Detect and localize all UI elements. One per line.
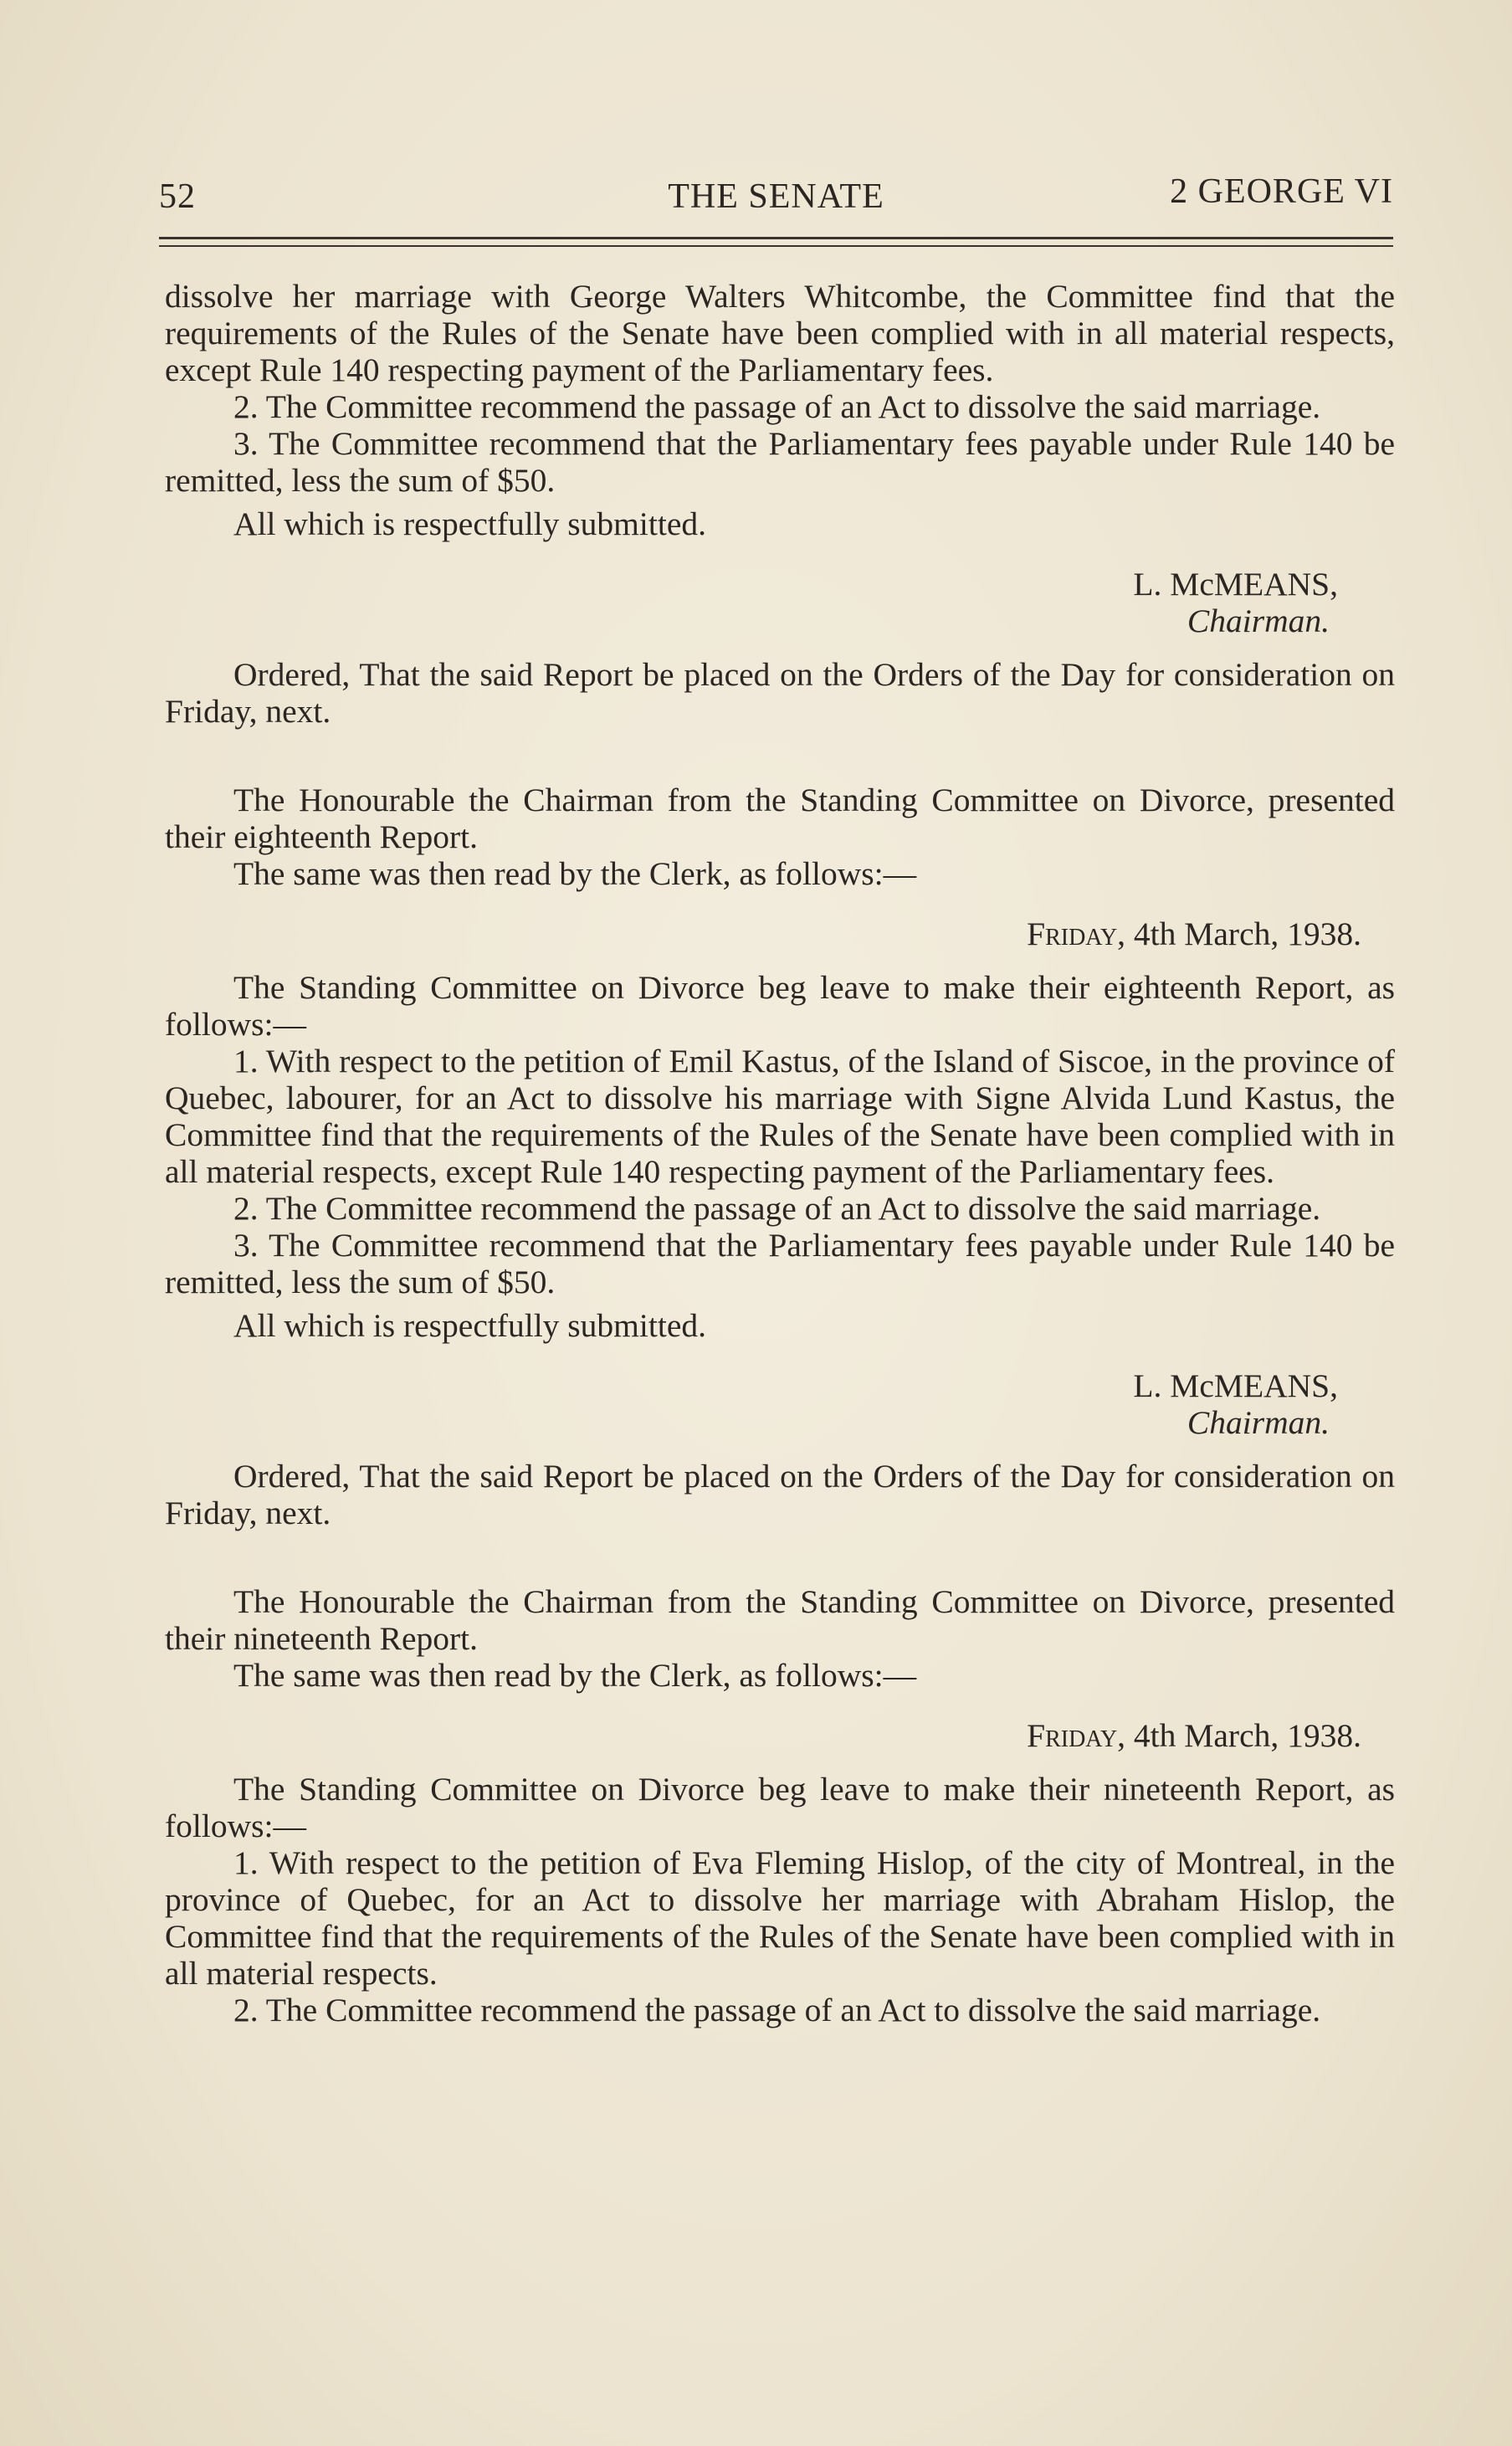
running-head: [159, 172, 1393, 222]
page-body: [165, 278, 1395, 2028]
paragraph-submitted: All which is respectfully submitted.: [233, 505, 706, 542]
paragraph-item-2: 2. The Committee recommend the passage of an Act to dissolve the said marriage.: [233, 1190, 1321, 1227]
order-paragraph: Ordered, That the said Report be placed on the Orders of the Day for consideration on Friday, next.: [165, 656, 1395, 730]
signature-name: L. McMEANS,: [1133, 1367, 1338, 1404]
signature-title: Chairman.: [1187, 1404, 1330, 1441]
page-number: 52: [159, 177, 196, 216]
paragraph-item-1: 1. With respect to the petition of Emil Kastus, of the Island of Siscoe, in the province of Quebec, labourer, for an Act to dissolve his marriage with Signe Alvida Lund Kastus, the Committee find that the requirements of the Rules of the Senate have been complied with in all material respects, except Rule 140 respecting payment of the Parliamentary fees.: [165, 1043, 1395, 1190]
paragraph-item-3: 3. The Committee recommend that the Parliamentary fees payable under Rule 140 be remitted, less the sum of $50.: [165, 425, 1395, 499]
report-preamble: The Standing Committee on Divorce beg leave to make their eighteenth Report, as follows:—: [165, 969, 1395, 1043]
report-date: [165, 1717, 1395, 1754]
paragraph-submitted: All which is respectfully submitted.: [233, 1307, 706, 1344]
date-weekday: Friday: [1027, 915, 1118, 952]
paragraph-item-3: 3. The Committee recommend that the Parliamentary fees payable under Rule 140 be remitted, less the sum of $50.: [165, 1227, 1395, 1300]
regnal-year: 2 GEORGE VI: [1170, 172, 1393, 211]
order-paragraph: Ordered, That the said Report be placed on the Orders of the Day for consideration on Friday, next.: [165, 1458, 1395, 1531]
paragraph-item-2: 2. The Committee recommend the passage of an Act to dissolve the said marriage.: [233, 388, 1321, 425]
date-rest: , 4th March, 1938.: [1117, 1717, 1361, 1754]
report-intro: The Honourable the Chairman from the Standing Committee on Divorce, presented their eighteenth Report.: [165, 782, 1395, 855]
signature-name: L. McMEANS,: [1133, 566, 1338, 603]
paragraph-item-2: 2. The Committee recommend the passage of an Act to dissolve the said marriage.: [233, 1992, 1321, 2028]
paragraph-item-1: 1. With respect to the petition of Eva Fleming Hislop, of the city of Montreal, in the province of Quebec, for an Act to dissolve her marriage with Abraham Hislop, the Committee find that the requirements of the Rules of the Senate have been complied with in all material respects.: [165, 1844, 1395, 1992]
report-date: [165, 915, 1395, 952]
header-rule-top: [159, 237, 1393, 239]
date-weekday: Friday: [1027, 1717, 1118, 1754]
report-preamble: The Standing Committee on Divorce beg leave to make their nineteenth Report, as follows:—: [165, 1771, 1395, 1844]
report-read-line: The same was then read by the Clerk, as follows:—: [233, 855, 917, 892]
paragraph-continued: dissolve her marriage with George Walters Whitcombe, the Committee find that the requirements of the Rules of the Senate have been complied with in all material respects, except Rule 140 respecting payment of the Parliamentary fees.: [165, 278, 1395, 388]
date-rest: , 4th March, 1938.: [1117, 915, 1361, 952]
header-rule-bottom: [159, 245, 1393, 247]
report-intro: The Honourable the Chairman from the Standing Committee on Divorce, presented their nineteenth Report.: [165, 1583, 1395, 1657]
report-read-line: The same was then read by the Clerk, as follows:—: [233, 1657, 917, 1694]
signature-title: Chairman.: [1187, 603, 1330, 639]
running-title: THE SENATE: [668, 177, 884, 216]
